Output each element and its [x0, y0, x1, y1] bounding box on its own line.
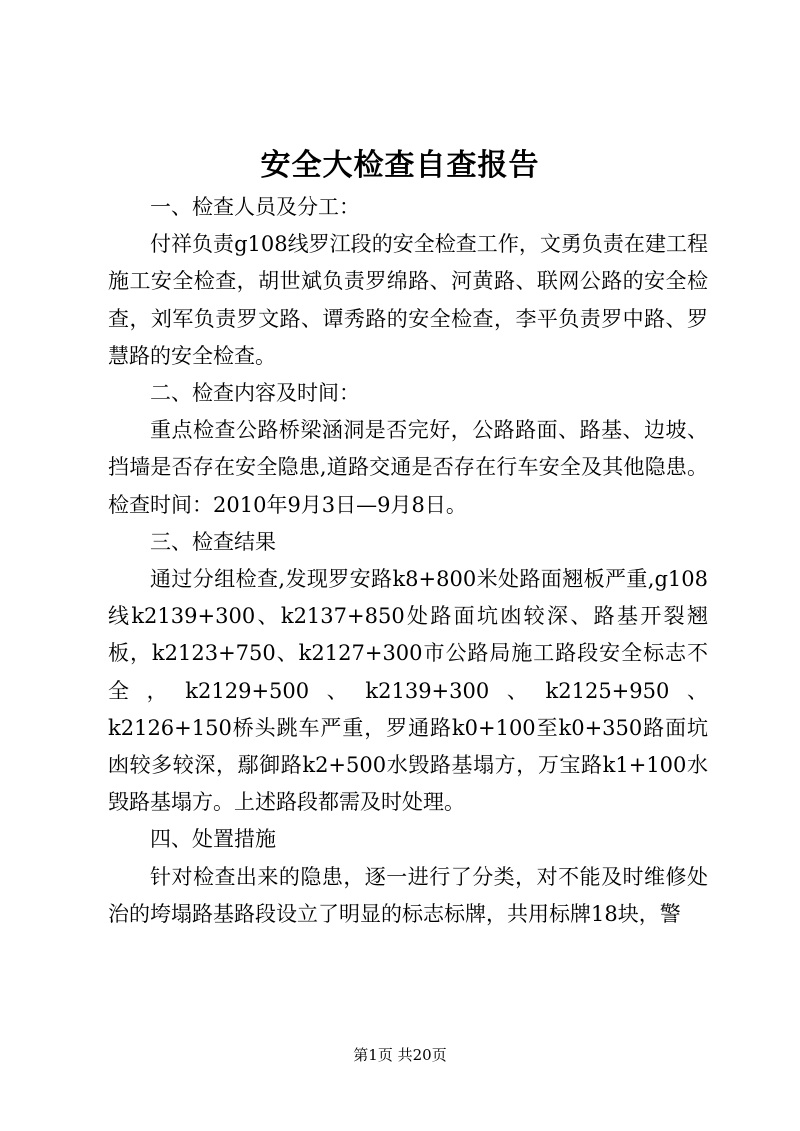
paragraph-results: 通过分组检查,发现罗安路k8+800米处路面翘板严重,g108线k2139+300、k2137+850处路面坑凼较深、路基开裂翘板，k2123+750、k2127+300市公路局施工路段安全标志不全，k2129+500、k2139+300、k2125+950、k2126+150桥头跳车严重，罗通路k0+100至k0+350路面坑凼较多较深，鄢御路k2+500水毁路基塌方，万宝路k1+100水毁路基塌方。上述路段都需及时处理。: [108, 567, 708, 815]
document-body: [108, 189, 708, 933]
paragraph-measures: 针对检查出来的隐患，逐一进行了分类，对不能及时维修处治的垮塌路基路段设立了明显的标志标牌，共用标牌18块，警: [108, 864, 708, 926]
section-heading-results: 三、检查结果: [150, 529, 276, 554]
section-heading-personnel: 一、检查人员及分工：: [150, 195, 360, 219]
page-number-footer: 第1页 共20页: [353, 1046, 447, 1064]
paragraph-content-time: 重点检查公路桥梁涵洞是否完好，公路路面、路基、边坡、挡墙是否存在安全隐患,道路交通是否存在行车安全及其他隐患。检查时间：2010年9月3日—9月8日。: [108, 418, 708, 517]
page-title: 安全大检查自查报告: [260, 148, 540, 183]
section-heading-content-time: 二、检查内容及时间：: [150, 381, 360, 406]
paragraph-personnel-assignment: 付祥负责g108线罗江段的安全检查工作，文勇负责在建工程施工安全检查，胡世斌负责罗绵路、河黄路、联网公路的安全检查，刘军负责罗文路、谭秀路的安全检查，李平负责罗中路、罗慧路的安全检查。: [108, 232, 708, 368]
section-heading-measures: 四、处置措施: [150, 827, 276, 852]
